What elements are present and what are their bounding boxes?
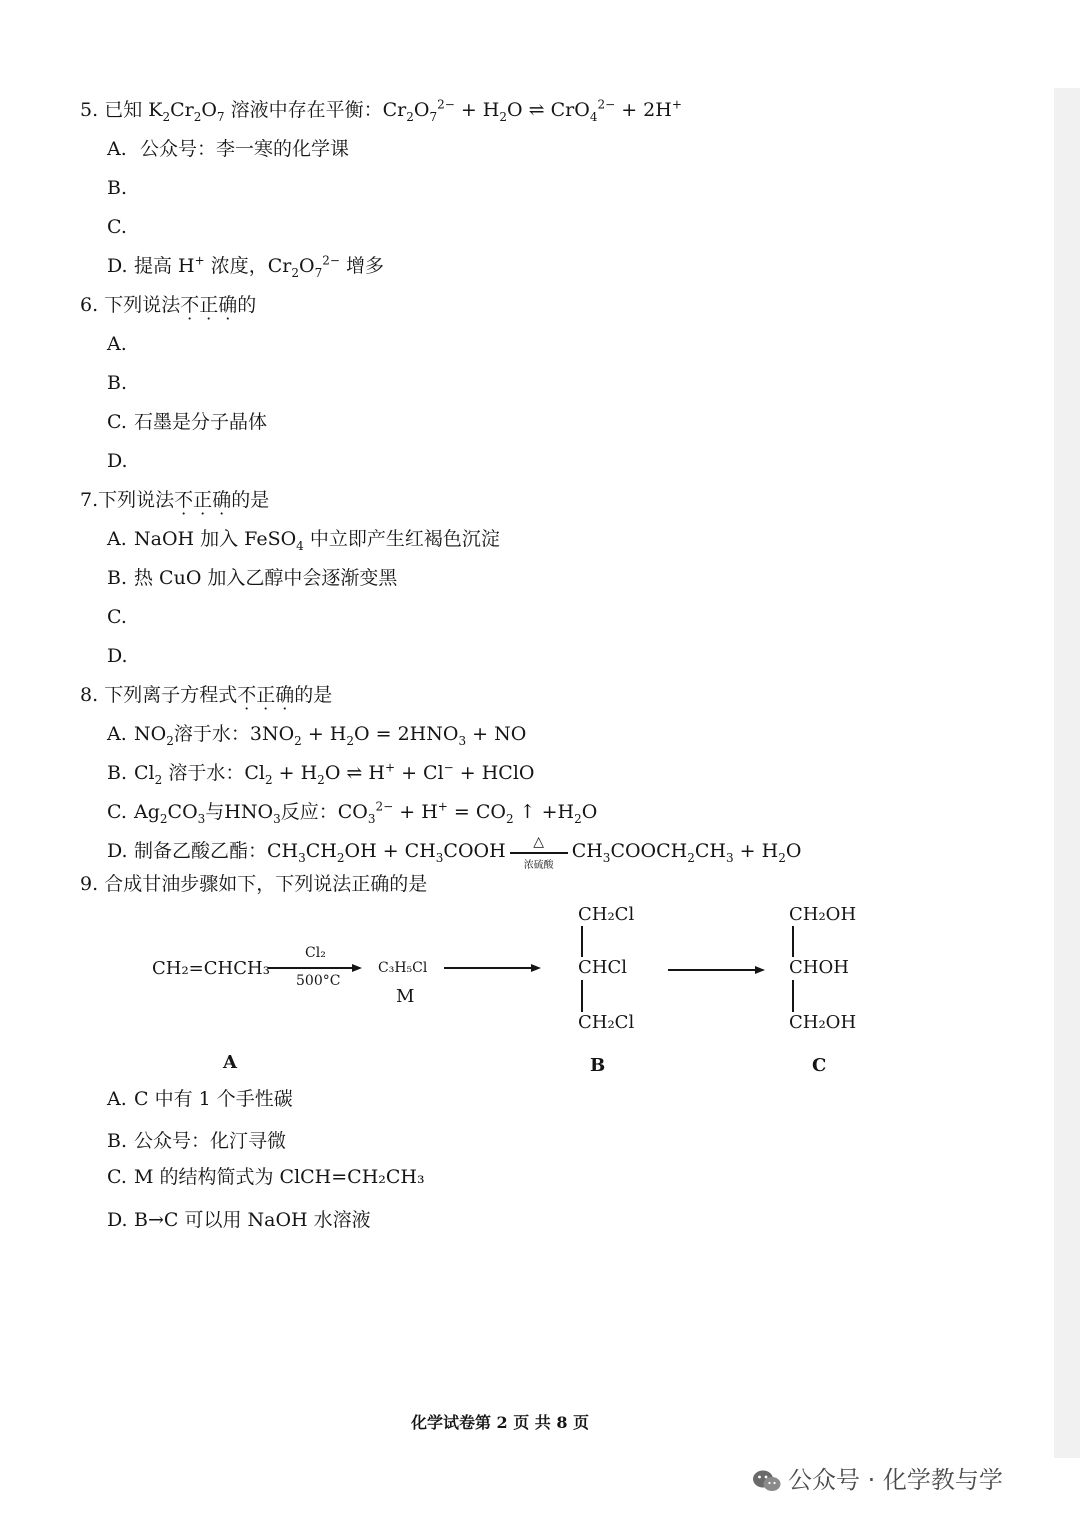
q9-stem: 9. 合成甘油步骤如下，下列说法正确的是 <box>80 873 428 895</box>
q9-option-a: A. C 中有 1 个手性碳 <box>107 1088 293 1110</box>
q9-option-c: C. M 的结构简式为 ClCH=CH₂CH₃ <box>107 1166 425 1188</box>
compound-c-top: CH₂OH <box>789 904 857 925</box>
compound-b-top: CH₂Cl <box>578 904 635 925</box>
watermark-text: 公众号 · 化学教与学 <box>788 1466 1003 1494</box>
watermark <box>752 1460 1003 1495</box>
q7-option-b: B. 热 CuO 加入乙醇中会逐渐变黑 <box>107 567 398 589</box>
q7-stem: 7.下列说法不正确的是 <box>80 489 270 511</box>
compound-c-bot: CH₂OH <box>789 1012 857 1033</box>
compound-m-label: M <box>396 986 415 1007</box>
q6-option-c: C. 石墨是分子晶体 <box>107 411 268 433</box>
q6-option-d: D. <box>107 450 128 472</box>
q7-option-c: C. <box>107 606 127 628</box>
q6-option-a: A. <box>107 333 127 355</box>
q6-option-b: B. <box>107 372 128 394</box>
label-b: B <box>590 1055 606 1076</box>
q9-option-b: B. 公众号：化汀寻微 <box>107 1130 287 1152</box>
label-a: A <box>223 1052 237 1073</box>
q6-stem: 6. 下列说法不正确的 <box>80 294 257 316</box>
q8-option-c: C. $Ag_2CO_3$与$HNO_3$反应：$CO_3^{2-} + H^+ = CO_2$ ↑ $+H_2O$ <box>107 799 598 826</box>
q7-option-d: D. <box>107 645 128 667</box>
label-c: C <box>812 1055 827 1076</box>
compound-a-formula: CH₂=CHCH₃ <box>152 958 270 979</box>
q5-option-a: A. 公众号：李一寒的化学课 <box>107 138 350 160</box>
q7-option-a: A. NaOH 加入 FeSO$_4$ 中立即产生红褐色沉淀 <box>107 528 500 553</box>
q8-option-b: B. $Cl_2$ 溶于水：$Cl_2 + H_2O$ ⇌ H+ + Cl− + HClO <box>107 760 535 787</box>
reagent-cl2: Cl₂ <box>305 945 326 961</box>
wechat-icon <box>752 1468 782 1494</box>
compound-b-bot: CH₂Cl <box>578 1012 635 1033</box>
q8-option-d: D. 制备乙酸乙酯：$CH_3CH_2OH$ + $CH_3COOH$ △ 浓硫酸 $CH_3COOCH_2CH_3 + H_2O$ <box>107 834 802 871</box>
compound-b-mid: CHCl <box>578 957 627 978</box>
q8-stem: 8. 下列离子方程式不正确的是 <box>80 684 333 706</box>
condition-arrow: △ 浓硫酸 <box>510 840 568 864</box>
q5-option-c: C. <box>107 216 127 238</box>
reagent-temp: 500°C <box>296 973 341 989</box>
q9-option-d: D. B→C 可以用 NaOH 水溶液 <box>107 1209 371 1231</box>
q8-option-a: A. $NO_2$溶于水：$3NO_2 + H_2O = 2HNO_3$ + NO <box>107 723 527 748</box>
q5-stem: 5. 已知 $K_2Cr_2O_7$ 溶液中存在平衡：$Cr_2O_7^{2-} + H_2O$ ⇌ CrO$_4^{2-}$ + 2H+ <box>80 97 682 124</box>
compound-m-formula: C₃H₅Cl <box>378 960 428 976</box>
q5-option-d: D. 提高 H+ 浓度，$Cr_2O_7^{2-}$ 增多 <box>107 253 384 280</box>
page-footer: 化学试卷第 2 页 共 8 页 <box>410 1413 590 1432</box>
compound-c-mid: CHOH <box>789 957 849 978</box>
q5-option-b: B. <box>107 177 128 199</box>
